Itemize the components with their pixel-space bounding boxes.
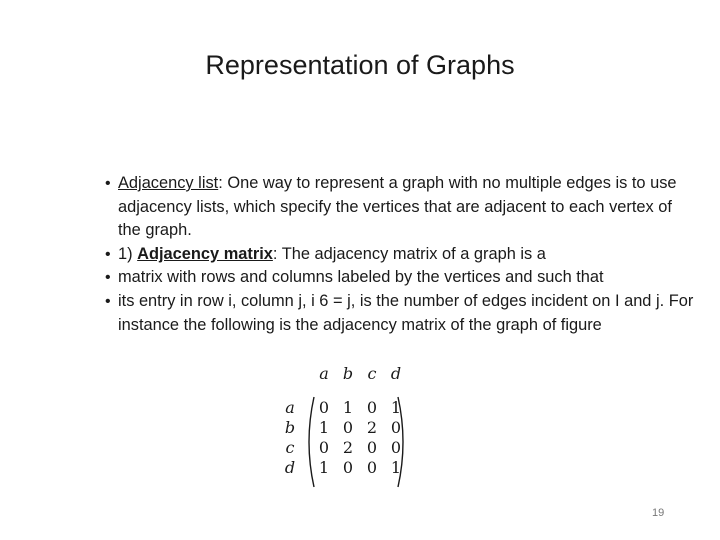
bullet-term: Adjacency list bbox=[118, 174, 219, 192]
bullet-item-matrix-entry bbox=[98, 290, 698, 337]
matrix-cell: 0 bbox=[390, 418, 402, 437]
matrix-cell: 1 bbox=[318, 458, 330, 477]
matrix-column-label: d bbox=[390, 364, 402, 383]
matrix-cell: 0 bbox=[318, 438, 330, 457]
matrix-column-label: b bbox=[342, 364, 354, 383]
matrix-cell: 0 bbox=[318, 398, 330, 417]
page-number: 19 bbox=[652, 507, 665, 519]
bullet-text: : One way to represent a graph with no multiple edges is to use adjacency lists, which specify the vertices that are adjacent to each vertex of the graph. bbox=[118, 174, 677, 240]
matrix-column-label: a bbox=[319, 364, 329, 383]
matrix-cell: 1 bbox=[390, 458, 402, 477]
bullet-text: matrix with rows and columns labeled by the vertices and such that bbox=[118, 268, 604, 287]
bullet-prefix: 1) bbox=[118, 244, 138, 263]
matrix-cell: 0 bbox=[342, 458, 354, 477]
matrix-cell: 0 bbox=[366, 438, 378, 457]
matrix-cell: 0 bbox=[366, 458, 378, 477]
bullet-item-adjacency-matrix bbox=[98, 243, 698, 267]
matrix-cell: 1 bbox=[390, 398, 402, 417]
bullet-term: Adjacency matrix bbox=[137, 244, 273, 263]
bullet-marker: • bbox=[105, 245, 111, 263]
matrix-row-label: a bbox=[285, 398, 295, 417]
bullet-list bbox=[98, 172, 698, 337]
matrix-cell: 2 bbox=[342, 438, 354, 457]
matrix-column-label: c bbox=[367, 364, 377, 383]
matrix-row-label: c bbox=[285, 438, 295, 457]
matrix-row-label: d bbox=[284, 458, 296, 477]
matrix-cell: 0 bbox=[390, 438, 402, 457]
matrix-cell: 1 bbox=[342, 398, 354, 417]
matrix-row-label: b bbox=[284, 418, 296, 437]
slide-title: Representation of Graphs bbox=[205, 50, 515, 80]
adjacency-matrix bbox=[278, 364, 428, 488]
matrix-cell: 1 bbox=[318, 418, 330, 437]
bullet-item-matrix-rows bbox=[98, 266, 698, 290]
bullet-text: its entry in row i, column j, i 6 = j, is the number of edges incident on I and j. For instance the following is the adjacency matrix of the graph of figure bbox=[118, 291, 694, 334]
bullet-marker: • bbox=[105, 269, 111, 287]
matrix-cell: 2 bbox=[366, 418, 378, 437]
bullet-marker: • bbox=[105, 292, 111, 310]
matrix-cell: 0 bbox=[342, 418, 354, 437]
bullet-marker: • bbox=[105, 175, 111, 192]
bullet-text: : The adjacency matrix of a graph is a bbox=[272, 244, 546, 263]
bullet-item-adjacency-list bbox=[98, 172, 698, 243]
matrix-cell: 0 bbox=[366, 398, 378, 417]
